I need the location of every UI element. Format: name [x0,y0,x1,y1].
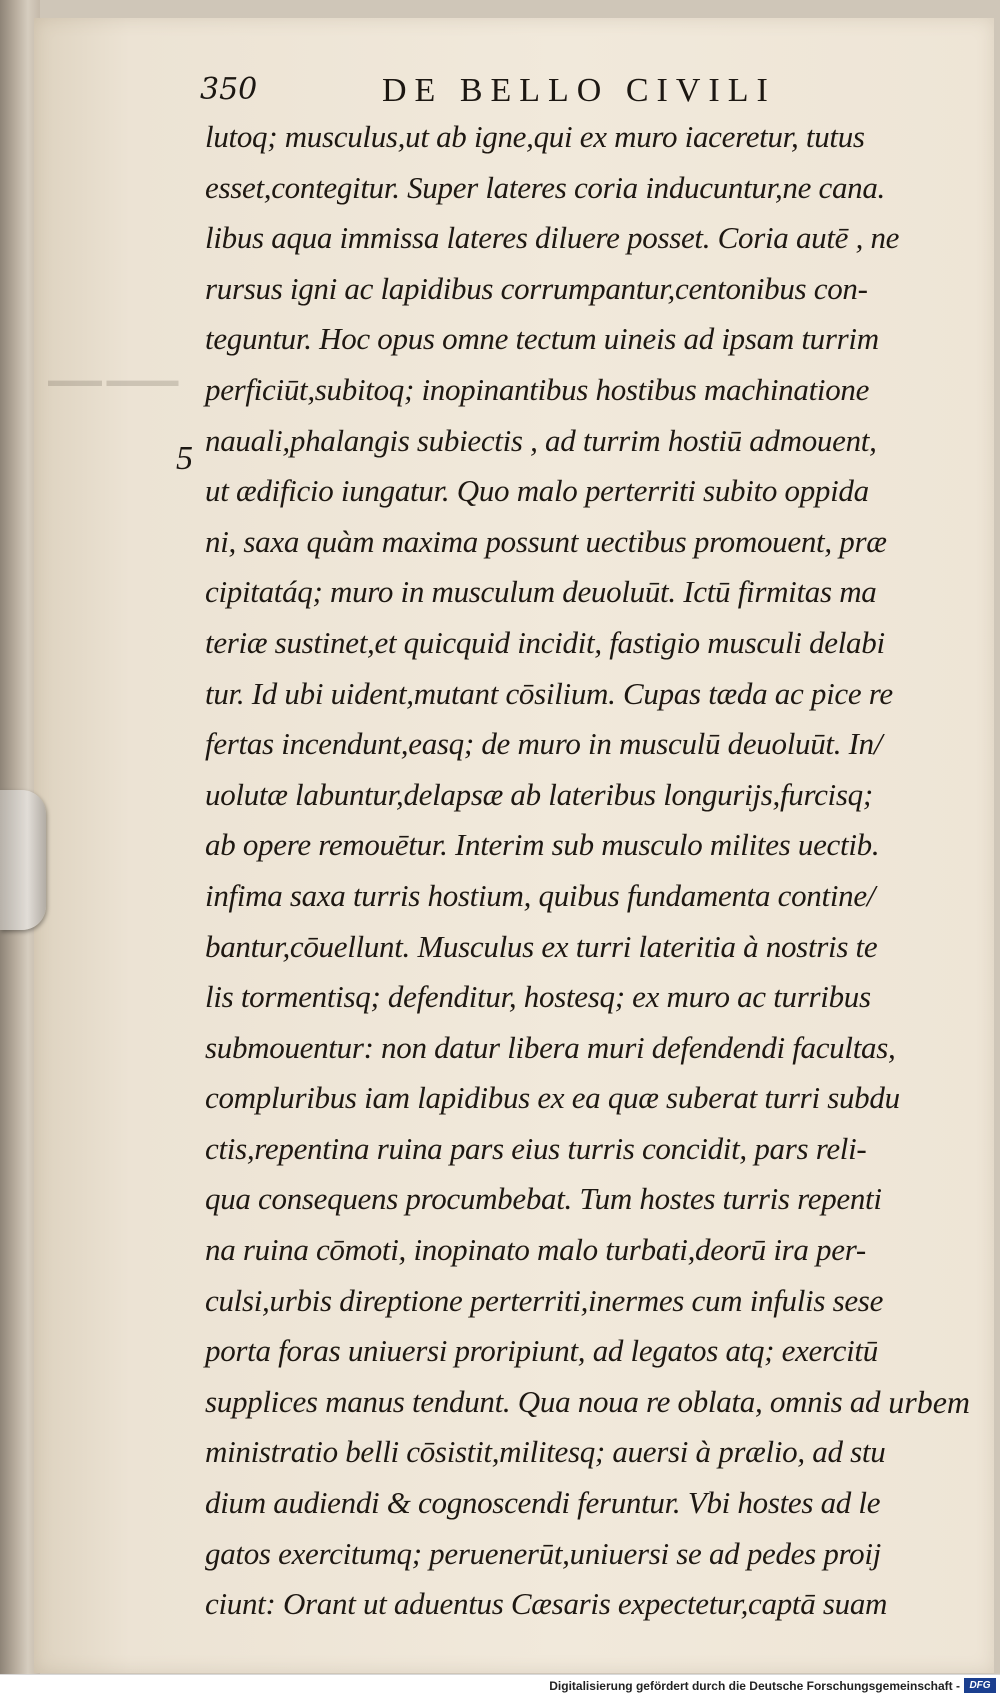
text-line: ciunt: Orant ut aduentus Cæsaris expectetur,captā suam [205,1586,888,1622]
text-line: lis tormentisq; defenditur, hostesq; ex muro ac turribus [205,979,871,1015]
page-number: 350 [200,72,258,107]
text-line: qua consequens procumbebat. Tum hostes turris repenti [205,1181,882,1217]
show-through-text: ▬▬▬ ▬▬▬▬ [48,370,179,390]
text-line: gatos exercitumq; peruenerūt,uniuersi se ad pedes proij [205,1535,881,1571]
text-line: perficiūt,subitoq; inopinantibus hostibus machinatione [205,371,870,407]
text-line: teriæ sustinet,et quicquid incidit, fastigio musculi delabi [205,624,885,660]
text-line: bantur,cōuellunt. Musculus ex turri lateritia à nostris te [205,928,878,964]
text-line: infima saxa turris hostium, quibus fundamenta contine/ [205,877,876,913]
text-line: supplices manus tendunt. Qua noua re oblata, omnis ad [205,1383,881,1419]
text-line: na ruina cōmoti, inopinato malo turbati,deorū ira per- [205,1232,866,1268]
text-line: dium audiendi & cognoscendi feruntur. Vbi hostes ad le [205,1485,881,1521]
text-line: esset,contegitur. Super lateres coria inducuntur,ne cana. [205,169,886,205]
text-line: ut ædificio iungatur. Quo malo perterriti subito oppida [205,473,869,509]
text-line: submouentur: non datur libera muri defendendi facultas, [205,1029,896,1065]
body-text [205,112,980,1630]
text-line: cipitatáq; muro in musculum deuoluūt. Ictū firmitas ma [205,574,877,610]
text-line: teguntur. Hoc opus omne tectum uineis ad ipsam turrim [205,321,879,357]
page-clip [0,790,46,930]
digitization-footer [0,1674,1000,1697]
margin-line-marker: 5 [176,440,193,477]
text-line: culsi,urbis direptione perterriti,inermes cum infulis sese [205,1282,884,1318]
text-line: uolutæ labuntur,delapsæ ab lateribus longurijs,furcisq; [205,776,873,812]
text-line: nauali,phalangis subiectis , ad turrim hostiū admouent, [205,422,877,458]
text-line: ab opere remouētur. Interim sub musculo milites uectib. [205,827,880,863]
text-line: compluribus iam lapidibus ex ea quæ suberat turri subdu [205,1080,900,1116]
text-line: lutoq; musculus,ut ab igne,qui ex muro iaceretur, tutus [205,119,865,154]
catchword: urbem [888,1384,970,1420]
text-line: porta foras uniuersi proripiunt, ad legatos atq; exercitū [205,1333,878,1369]
text-line: rursus igni ac lapidibus corrumpantur,centonibus con- [205,270,868,306]
running-head: DE BELLO CIVILI [382,72,776,109]
text-line: ctis,repentina ruina pars eius turris concidit, pars reli- [205,1130,867,1166]
text-line: ni, saxa quàm maxima possunt uectibus promouent, præ [205,523,887,559]
text-line: libus aqua immissa lateres diluere posset. Coria autē , ne [205,220,900,256]
dfg-logo-icon: DFG [964,1678,996,1693]
text-line: tur. Id ubi uident,mutant cōsilium. Cupas tæda ac pice re [205,675,893,711]
text-line: fertas incendunt,easq; de muro in musculū deuoluūt. In/ [205,726,883,762]
funding-credit: Digitalisierung gefördert durch die Deutsche Forschungsgemeinschaft - [549,1679,960,1693]
text-line: ministratio belli cōsistit,militesq; auersi à prælio, ad stu [205,1434,886,1470]
